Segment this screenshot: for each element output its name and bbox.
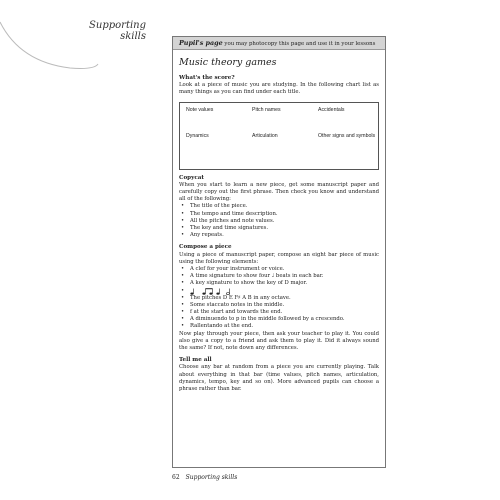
section-tab xyxy=(70,20,146,42)
score-chart xyxy=(179,102,379,170)
panel-content xyxy=(173,50,385,393)
chart-cell-articulation: Articulation xyxy=(252,132,278,139)
photocopy-banner xyxy=(173,37,385,50)
pupil-page-panel xyxy=(172,36,386,468)
copycat-list xyxy=(179,203,379,239)
list-item: • A clef for your instrument or voice. xyxy=(181,266,379,273)
chart-cell-other-signs: Other signs and symbols xyxy=(318,132,376,139)
section-tab-line2: skills xyxy=(120,31,146,42)
chart-cell-dynamics: Dynamics xyxy=(186,132,209,139)
list-item: • The key and time signatures. xyxy=(181,225,379,232)
copycat-heading: Copycat xyxy=(179,174,204,181)
list-item: • Rallentando at the end. xyxy=(181,323,379,330)
compose-heading: Compose a piece xyxy=(179,244,232,251)
compose-text: Using a piece of manuscript paper, compose an eight bar piece of music using the following elements: xyxy=(179,251,379,265)
footer-section: Supporting skills xyxy=(185,474,238,481)
score-text: Look at a piece of music you are studying. In the following chart list as many things as you can find under each title. xyxy=(179,82,379,96)
list-item: • The tempo and time description. xyxy=(181,211,379,218)
copycat-text: When you start to learn a new piece, get some manuscript paper and carefully copy out the first phrase. Then check you know and understand all of the following: xyxy=(179,181,379,203)
list-item: • All the pitches and note values. xyxy=(181,218,379,225)
chart-cell-note-values: Note values xyxy=(186,106,214,113)
compose-list xyxy=(179,266,379,331)
banner-text: you may photocopy this page and use it in your lessons xyxy=(222,41,376,47)
compose-after-text: Now play through your piece, then ask your teacher to play it. You could also give a copy to a friend and ask them to play it. Did it always sound the same? If not, note down any differences. xyxy=(179,330,379,352)
note-rhythm-icon xyxy=(190,288,234,295)
chart-cell-pitch-names: Pitch names xyxy=(252,106,281,113)
tell-heading: Tell me all xyxy=(179,357,212,364)
list-item: • The pitches D E F♯ A B in any octave. xyxy=(181,295,379,302)
page-title: Music theory games xyxy=(179,57,277,68)
section-tab-line1: Supporting xyxy=(89,20,146,31)
list-item: • The title of the piece. xyxy=(181,203,379,210)
note-values-item xyxy=(181,288,379,295)
tell-text: Choose any bar at random from a piece you are currently playing. Talk about everything in that bar (time values, pitch names, articulation, dynamics, tempo, key and so on). More advanced pupils can choose a phrase rather than bar. xyxy=(179,364,379,393)
list-item: • A key signature to show the key of D major. xyxy=(181,280,379,287)
page-footer xyxy=(172,474,237,481)
list-item: • Some staccato notes in the middle. xyxy=(181,302,379,309)
chart-cell-accidentals: Accidentals xyxy=(318,106,345,113)
score-heading: What's the score? xyxy=(179,75,235,81)
page-number: 62 xyxy=(172,474,180,481)
list-item: • A time signature to show four ♩ beats in each bar. xyxy=(181,273,379,280)
list-item: • f at the start and towards the end. xyxy=(181,309,379,316)
banner-lead: Pupil's page xyxy=(179,39,223,47)
list-item: • Any repeats. xyxy=(181,232,379,239)
list-item: • A diminuendo to p in the middle followed by a crescendo. xyxy=(181,316,379,323)
